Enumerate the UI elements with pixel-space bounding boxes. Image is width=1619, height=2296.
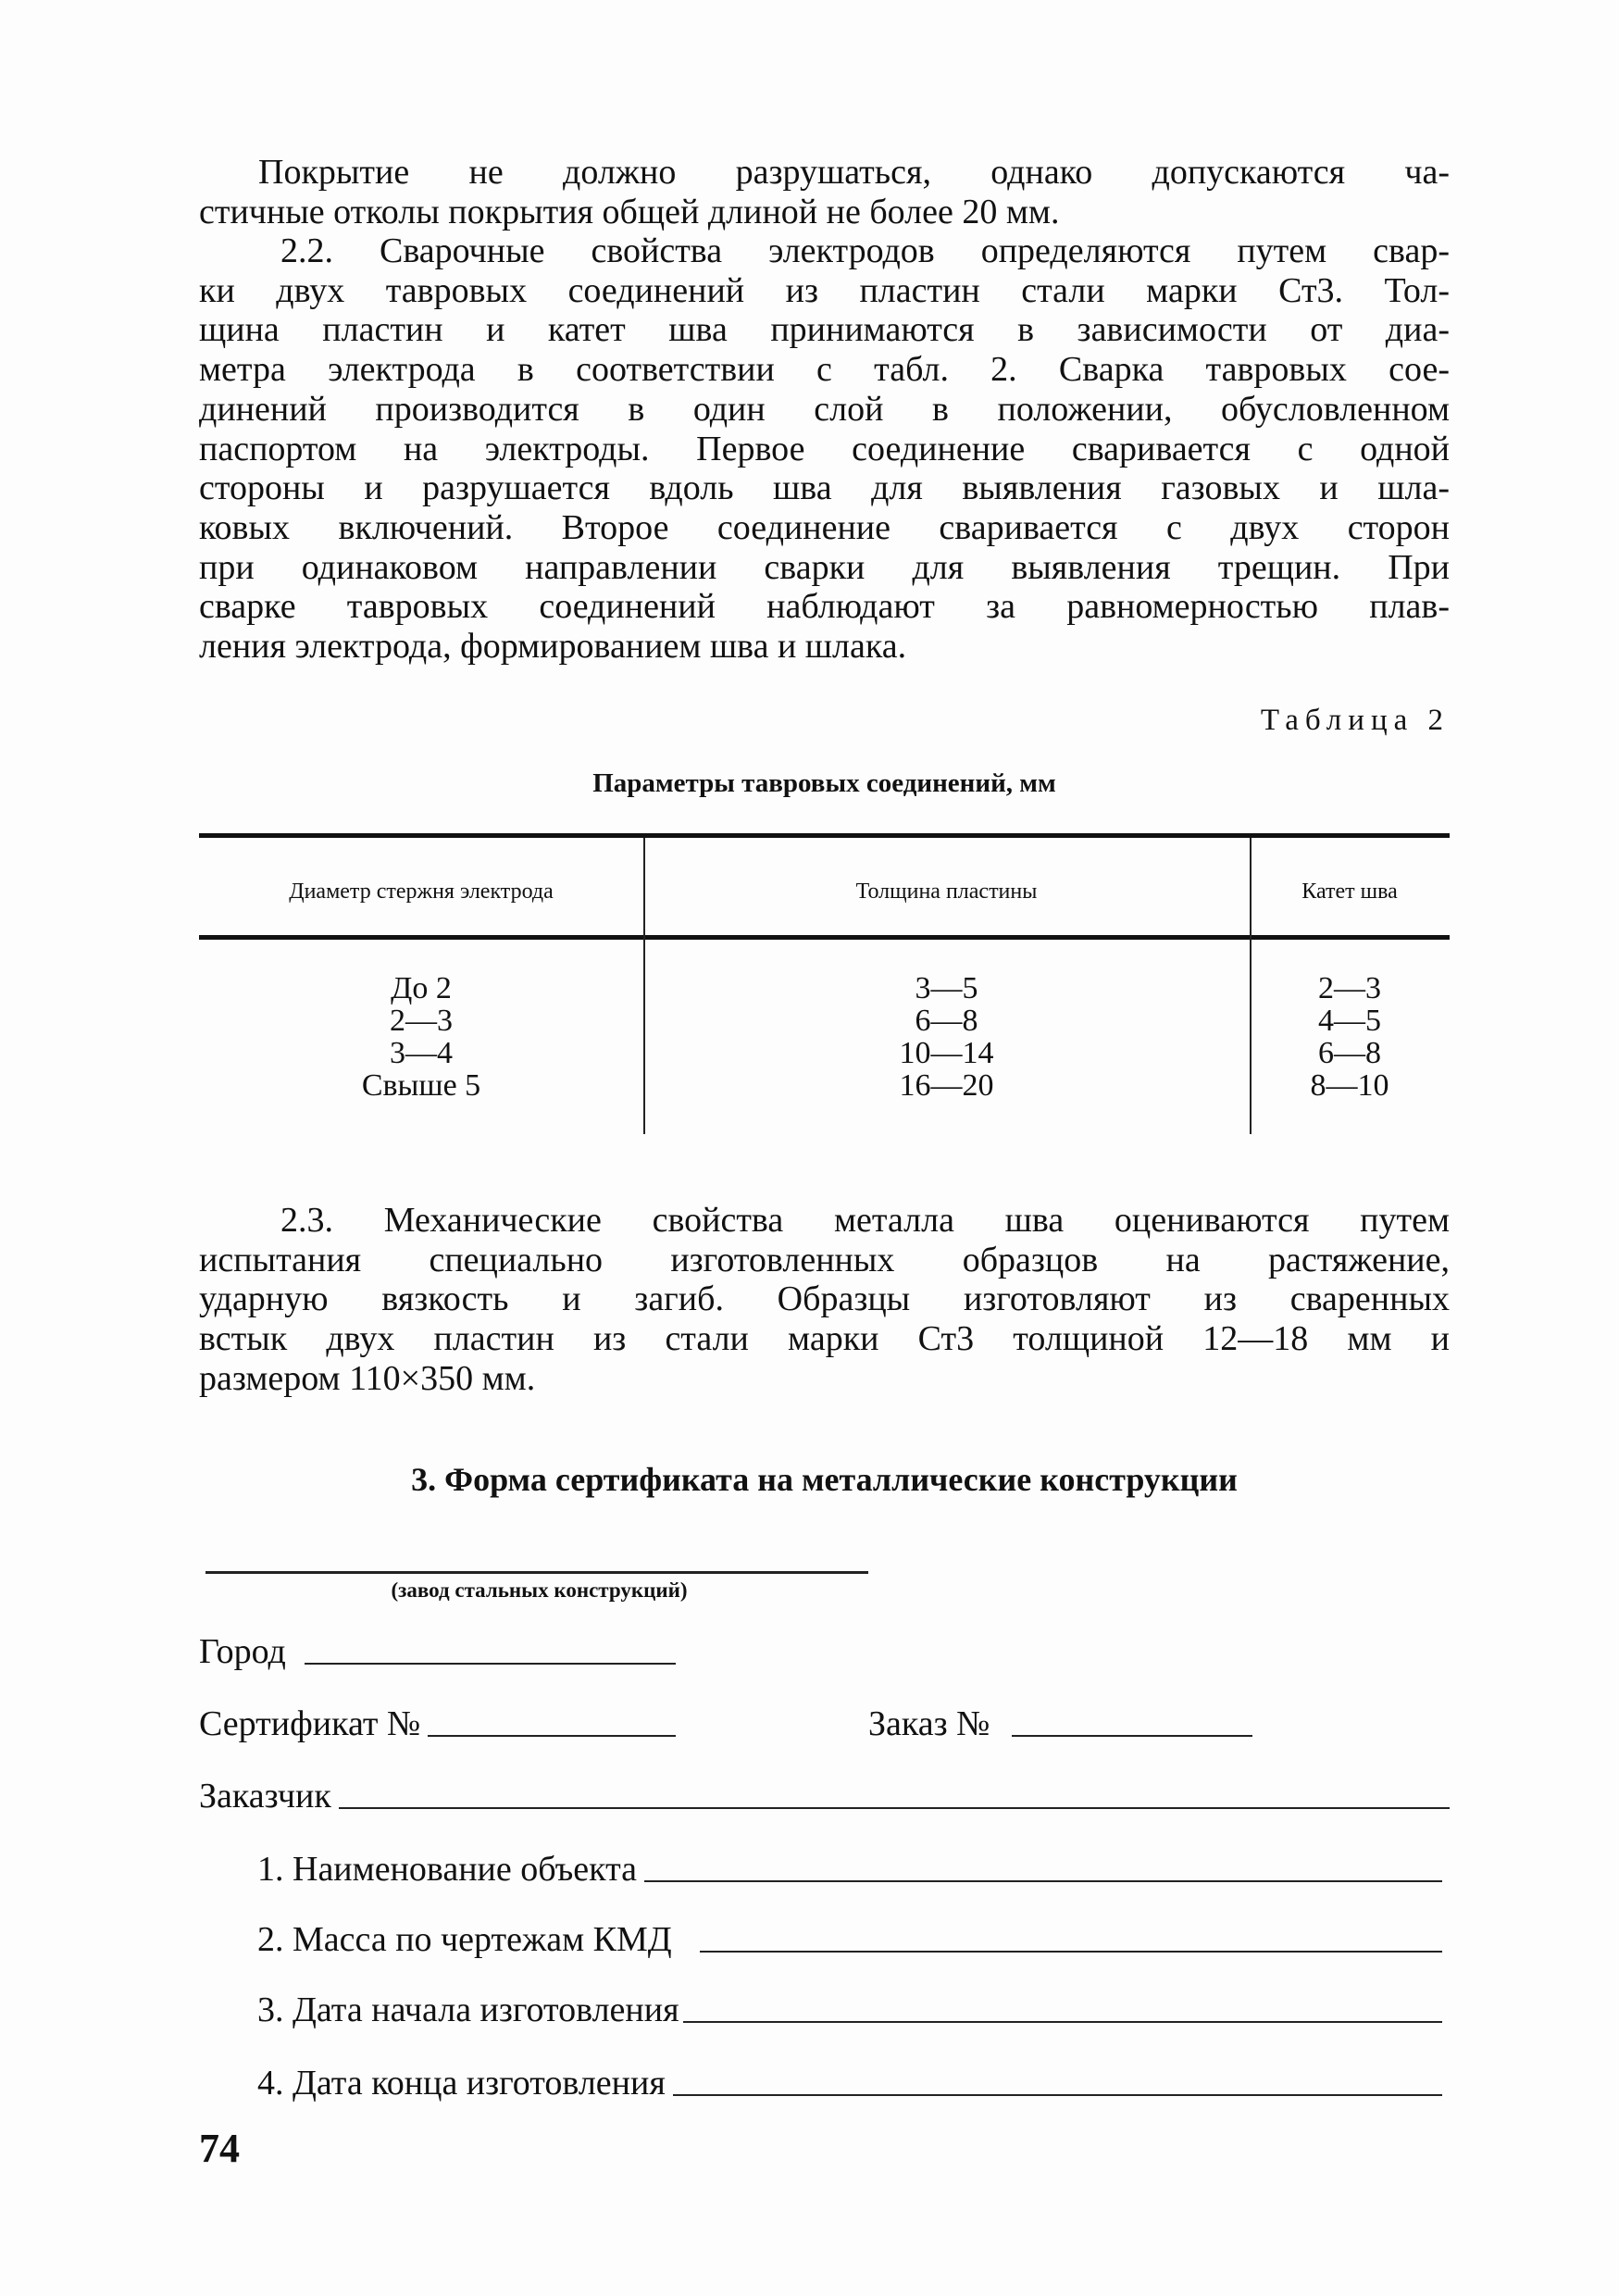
plant-caption: (завод стальных конструкций) <box>391 1578 688 1602</box>
customer-field[interactable] <box>339 1807 1450 1809</box>
header-leg: Катет шва <box>1301 880 1398 904</box>
table-number: Таблица 2 <box>1260 704 1450 737</box>
table-top-rule <box>199 833 1450 838</box>
city-row <box>199 1631 676 1672</box>
mass-field[interactable] <box>700 1951 1442 1953</box>
column-thickness-values <box>643 972 1250 1102</box>
text-line: стороны и разрушается вдоль шва для выявления газовых и шла- <box>199 468 1450 508</box>
form-item-row <box>257 1919 1442 1960</box>
text-line: ковых включений. Второе соединение сваривается с двух сторон <box>199 507 1450 547</box>
start-date-label: 3. Дата начала изготовления <box>257 1990 679 2029</box>
table-cell: 6—8 <box>915 1004 978 1038</box>
text-line: испытания специально изготовленных образцов на растяжение, <box>199 1240 1450 1279</box>
table-cell: До 2 <box>391 971 452 1005</box>
header-thickness: Толщина пластины <box>855 880 1038 904</box>
table-cell: 4—5 <box>1318 1004 1381 1038</box>
header-diameter: Диаметр стержня электрода <box>289 880 554 904</box>
table-cell: 2—3 <box>1318 971 1381 1005</box>
table-cell: 3—4 <box>390 1036 453 1070</box>
text-line: встык двух пластин из стали марки Ст3 толщиной 12—18 мм и <box>199 1319 1450 1359</box>
text-line: 2.3. Механические свойства металла шва оцениваются путем <box>280 1201 1450 1240</box>
start-date-field[interactable] <box>683 2021 1442 2023</box>
table-cell: 3—5 <box>915 971 978 1005</box>
text-line: паспортом на электроды. Первое соединение сваривается с одной <box>199 429 1450 468</box>
table-cell: 8—10 <box>1310 1068 1389 1103</box>
city-field[interactable] <box>305 1663 676 1665</box>
table-header-rule <box>199 935 1450 940</box>
text-line: Покрытие не должно разрушаться, однако допускаются ча- <box>258 153 1450 192</box>
order-field[interactable] <box>1012 1735 1252 1737</box>
text-line: ления электрода, формированием шва и шлака. <box>199 627 907 667</box>
text-line: при одинаковом направлении сварки для выявления трещин. При <box>199 547 1450 587</box>
text-line: стичные отколы покрытия общей длиной не более 20 мм. <box>199 192 1060 231</box>
column-diameter-values <box>199 972 643 1102</box>
table-cell: 16—20 <box>899 1068 994 1103</box>
object-name-label: 1. Наименование объекта <box>257 1850 638 1889</box>
certificate-label: Сертификат № <box>199 1704 421 1743</box>
paragraph-2-3 <box>199 1201 1450 1399</box>
table-caption: Параметры тавровых соединений, мм <box>592 768 1056 798</box>
paragraph-2-2 <box>199 231 1450 667</box>
text-line: щина пластин и катет шва принимаются в зависимости от диа- <box>199 310 1450 350</box>
city-label: Город <box>199 1632 286 1671</box>
mass-label: 2. Масса по чертежам КМД <box>257 1920 672 1959</box>
customer-label: Заказчик <box>199 1777 331 1816</box>
form-item-row <box>257 2063 1442 2103</box>
paragraph-coating <box>199 153 1450 231</box>
object-name-field[interactable] <box>644 1880 1442 1882</box>
table-cell: 10—14 <box>899 1036 994 1070</box>
page-number: 74 <box>199 2126 240 2171</box>
text-line: размером 110×350 мм. <box>199 1358 536 1398</box>
order-label: Заказ № <box>868 1704 990 1743</box>
text-line: сварке тавровых соединений наблюдают за равномерностью плав- <box>199 587 1450 627</box>
section-heading: 3. Форма сертификата на металлические конструкции <box>411 1461 1238 1498</box>
customer-row <box>199 1776 1450 1816</box>
text-line: метра электрода в соответствии с табл. 2. Сварка тавровых сое- <box>199 350 1450 390</box>
certificate-field[interactable] <box>428 1735 676 1737</box>
column-leg-values <box>1250 972 1450 1102</box>
order-row <box>868 1703 1252 1744</box>
parameters-table <box>199 833 1450 1137</box>
table-cell: 6—8 <box>1318 1036 1381 1070</box>
table-cell: Свыше 5 <box>361 1068 481 1103</box>
text-line: 2.2. Сварочные свойства электродов определяются путем свар- <box>280 231 1450 270</box>
text-line: ударную вязкость и загиб. Образцы изготовляют из сваренных <box>199 1279 1450 1319</box>
form-item-row <box>257 1849 1442 1890</box>
table-cell: 2—3 <box>390 1004 453 1038</box>
end-date-field[interactable] <box>673 2094 1442 2096</box>
text-line: динений производится в один слой в положении, обусловленном <box>199 389 1450 429</box>
end-date-label: 4. Дата конца изготовления <box>257 2064 666 2103</box>
text-line: ки двух тавровых соединений из пластин стали марки Ст3. Тол- <box>199 270 1450 310</box>
certificate-row <box>199 1703 676 1744</box>
form-item-row <box>257 1990 1442 2030</box>
plant-name-line[interactable] <box>205 1571 868 1574</box>
